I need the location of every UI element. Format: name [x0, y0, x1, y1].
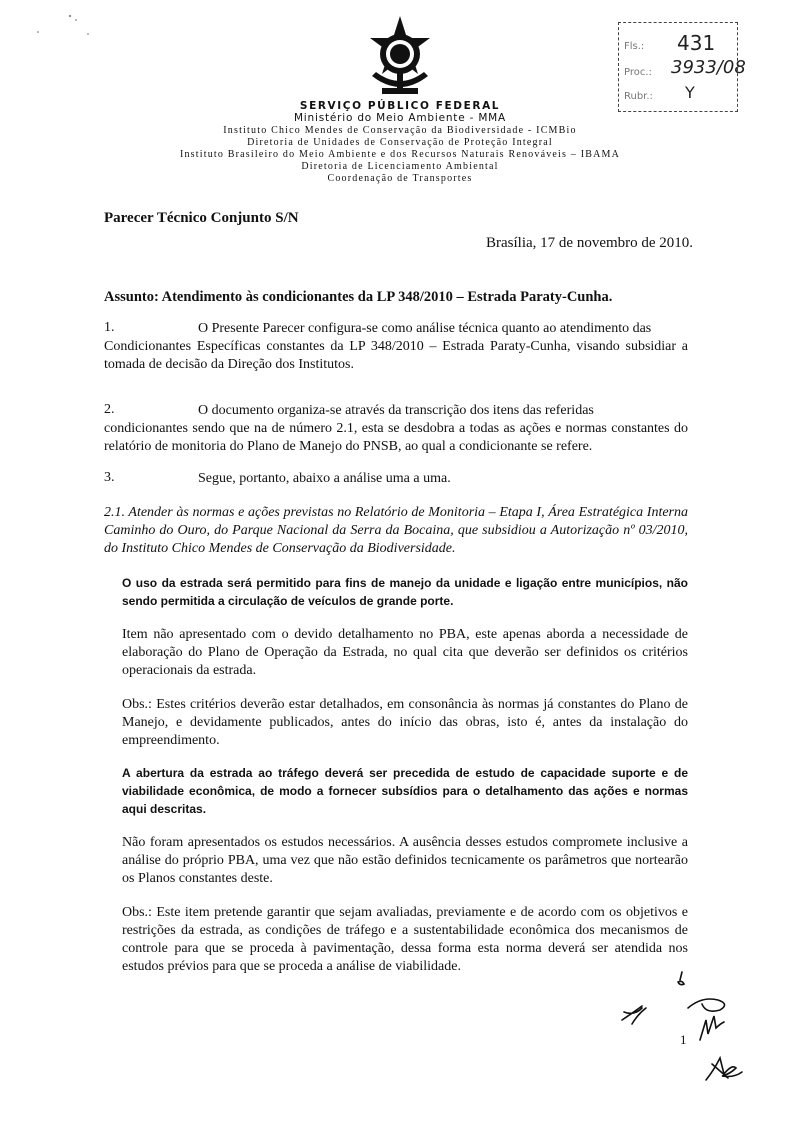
stamp-rubric-label: Rubr.:	[624, 91, 653, 102]
header-line: Diretoria de Licenciamento Ambiental	[301, 161, 499, 172]
hole-punch-mark	[40, 404, 64, 432]
handwritten-signature	[618, 968, 758, 1098]
item-2-1: 2.1. Atender às normas e ações previstas no Relatório de Monitoria – Etapa I, Área Estratégica Interna Caminho do Ouro, do Parque Nacional da Serra da Bocaina, que subsidiou a Autorização nº 03/2010, do Instituto Chico Mendes de Conservação da Biodiversidade.	[104, 505, 688, 556]
paragraph-first-line: O documento organiza-se através da transcrição dos itens das referidas	[198, 403, 594, 418]
observation-text: Obs.: Estes critérios deverão estar detalhados, em consonância às normas já constantes do Plano de Manejo, e devidamente publicados, antes do início das obras, isto é, antes da instalação do empreendimento.	[122, 697, 688, 748]
header-line: Diretoria de Unidades de Conservação de Proteção Integral	[247, 137, 553, 148]
protocol-stamp	[618, 22, 746, 112]
paragraph-body: condicionantes sendo que na de número 2.1, esta se desdobra a todas as ações e normas constantes do relatório de monitoria do Plano de Manejo do PNSB, ao qual a condicionante se refere.	[104, 421, 688, 454]
header-line: Instituto Chico Mendes de Conservação da Biodiversidade - ICMBio	[223, 125, 577, 136]
header-ministry: Ministério do Meio Ambiente - MMA	[293, 112, 507, 124]
stamp-proc-value: 3933/08	[671, 57, 746, 78]
paragraph-first-line: O Presente Parecer configura-se como análise técnica quanto ao atendimento das	[198, 321, 652, 336]
stamp-proc-label: Proc.:	[624, 67, 652, 78]
coat-of-arms-emblem	[358, 14, 442, 98]
header-line: Coordenação de Transportes	[327, 173, 473, 184]
header-line: Instituto Brasileiro do Meio Ambiente e dos Recursos Naturais Renováveis – IBAMA	[179, 149, 621, 160]
document-title: Parecer Técnico Conjunto S/N	[104, 210, 299, 226]
page-number: 1	[680, 1032, 687, 1047]
paragraph-first-line: Segue, portanto, abaixo a análise uma a uma.	[198, 471, 451, 486]
paragraph-number: 3.	[104, 470, 115, 485]
norm-text: O uso da estrada será permitido para fins de manejo da unidade e ligação entre municípios, não sendo permitida a circulação de veículos de grande porte.	[122, 576, 688, 608]
scan-speckle	[30, 10, 100, 40]
header-service: SERVIÇO PÚBLICO FEDERAL	[299, 100, 501, 112]
stamp-fl-label: Fls.:	[624, 41, 645, 52]
norm-text: A abertura da estrada ao tráfego deverá ser precedida de estudo de capacidade suporte e de viabilidade econômica, de modo a fornecer subsídios para o detalhamento das ações e normas aqui descritas.	[122, 766, 688, 816]
document-date: Brasília, 17 de novembro de 2010.	[486, 235, 694, 251]
paragraph-body: Condicionantes Específicas constantes da LP 348/2010 – Estrada Paraty-Cunha, visando subsidiar a tomada de decisão da Direção dos Institutos.	[104, 339, 688, 372]
observation-text: Obs.: Este item pretende garantir que sejam avaliadas, previamente e de acordo com os objetivos e restrições da estrada, as condições de tráfego e a sustentabilidade econômica dos mecanismos de controle para que se proceda à pavimentação, dessa forma esta norma deverá ser atendida nos estudos prévios para que se proceda a análise de viabilidade.	[122, 905, 688, 974]
paragraph-number: 2.	[104, 402, 115, 417]
analysis-text: Não foram apresentados os estudos necessários. A ausência desses estudos compromete inclusive a análise do próprio PBA, uma vez que não estão definidos tecnicamente os parâmetros que nortearão os Planos constantes deste.	[122, 835, 688, 886]
stamp-fl-value: 431	[677, 31, 716, 55]
stamp-rubric-value: Y	[685, 83, 695, 102]
analysis-text: Item não apresentado com o devido detalhamento no PBA, este apenas aborda a necessidade de elaboração do Plano de Operação da Estrada, no qual cita que deverão ser definidos os critérios operacionais da estrada.	[122, 627, 688, 678]
paragraph-number: 1.	[104, 320, 115, 335]
hole-punch-mark	[40, 708, 64, 736]
document-subject: Assunto: Atendimento às condicionantes da LP 348/2010 – Estrada Paraty-Cunha.	[104, 289, 613, 305]
